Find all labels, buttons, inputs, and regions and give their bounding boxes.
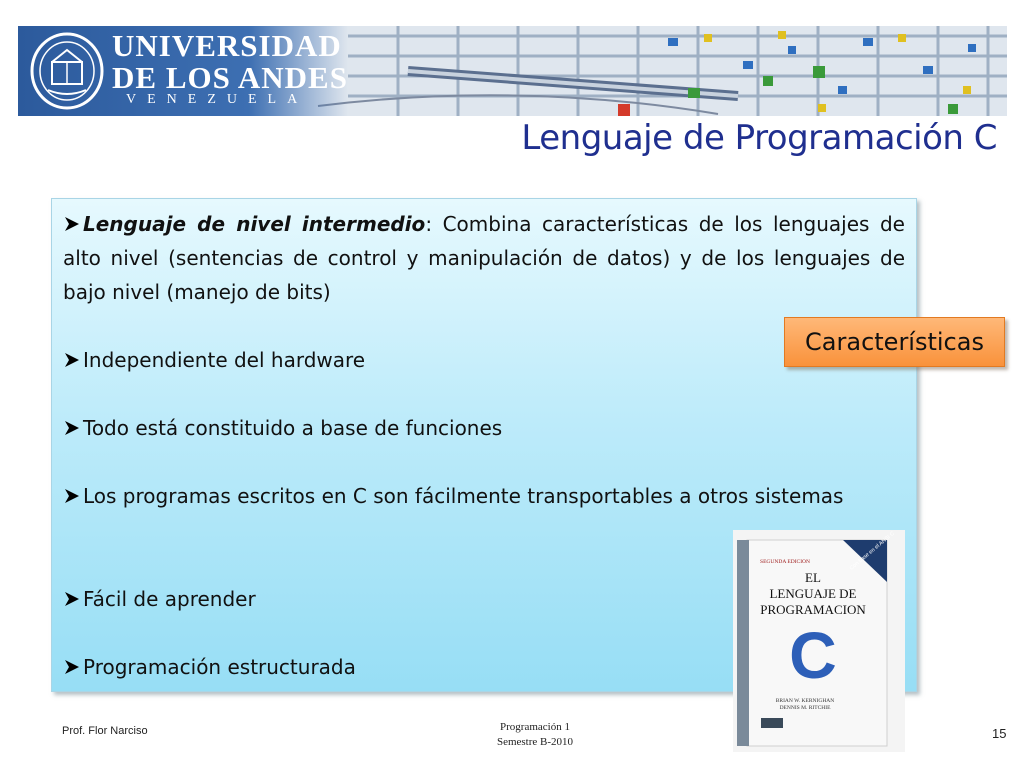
footer-course-line1: Programación 1 (500, 721, 570, 733)
university-logo (18, 26, 348, 116)
footer-course-line2: Semestre B-2010 (496, 736, 574, 748)
footer-course (470, 720, 600, 750)
logo-text-line1: UNIVERSIDAD (112, 28, 342, 63)
header-banner (18, 26, 1007, 116)
arrow-bullet-icon (63, 479, 83, 513)
bullet-text: Programación estructurada (83, 655, 356, 679)
logo-text-line3: VENEZUELA (126, 92, 309, 107)
bullet-item (63, 479, 905, 513)
book-cover-image (733, 530, 905, 752)
arrow-bullet-icon (63, 582, 83, 616)
bullet-term: Lenguaje de nivel intermedio (83, 212, 426, 236)
book-corner-text: Con base en el ANSI C (848, 530, 896, 572)
characteristics-badge: Características (784, 317, 1005, 367)
arrow-bullet-icon (63, 343, 83, 377)
page-number: 15 (992, 726, 1007, 741)
bullet-text: Fácil de aprender (83, 587, 256, 611)
logo-text-line2: DE LOS ANDES (112, 60, 348, 95)
arrow-bullet-icon (63, 650, 83, 684)
book-edition: SEGUNDA EDICION (760, 559, 810, 565)
book-title-line3: PROGRAMACION (760, 602, 866, 617)
slide-title: Lenguaje de Programación C (521, 118, 997, 158)
arrow-bullet-icon (63, 411, 83, 445)
arrow-bullet-icon (63, 207, 83, 241)
footer-author: Prof. Flor Narciso (62, 725, 148, 737)
bullet-text: Independiente del hardware (83, 348, 366, 372)
bullet-item (63, 343, 905, 377)
book-title-line2: LENGUAJE DE (769, 586, 857, 601)
book-author2: DENNIS M. RITCHIE (779, 705, 831, 711)
bullet-text: : Combina características de los lenguajes de alto nivel (sentencias de control y manipulación de datos) y de los lenguajes de bajo nivel (manejo de bits) (63, 212, 905, 304)
bullet-text: Los programas escritos en C son fácilmente transportables a otros sistemas (83, 484, 844, 508)
bullet-item (63, 207, 905, 309)
book-big-letter: C (789, 618, 837, 692)
bullet-item (63, 411, 905, 445)
bullet-text: Todo está constituido a base de funciones (83, 416, 503, 440)
book-author1: BRIAN W. KERNIGHAN (775, 698, 835, 704)
book-title-line1: EL (805, 570, 821, 585)
university-seal-icon (28, 32, 106, 110)
